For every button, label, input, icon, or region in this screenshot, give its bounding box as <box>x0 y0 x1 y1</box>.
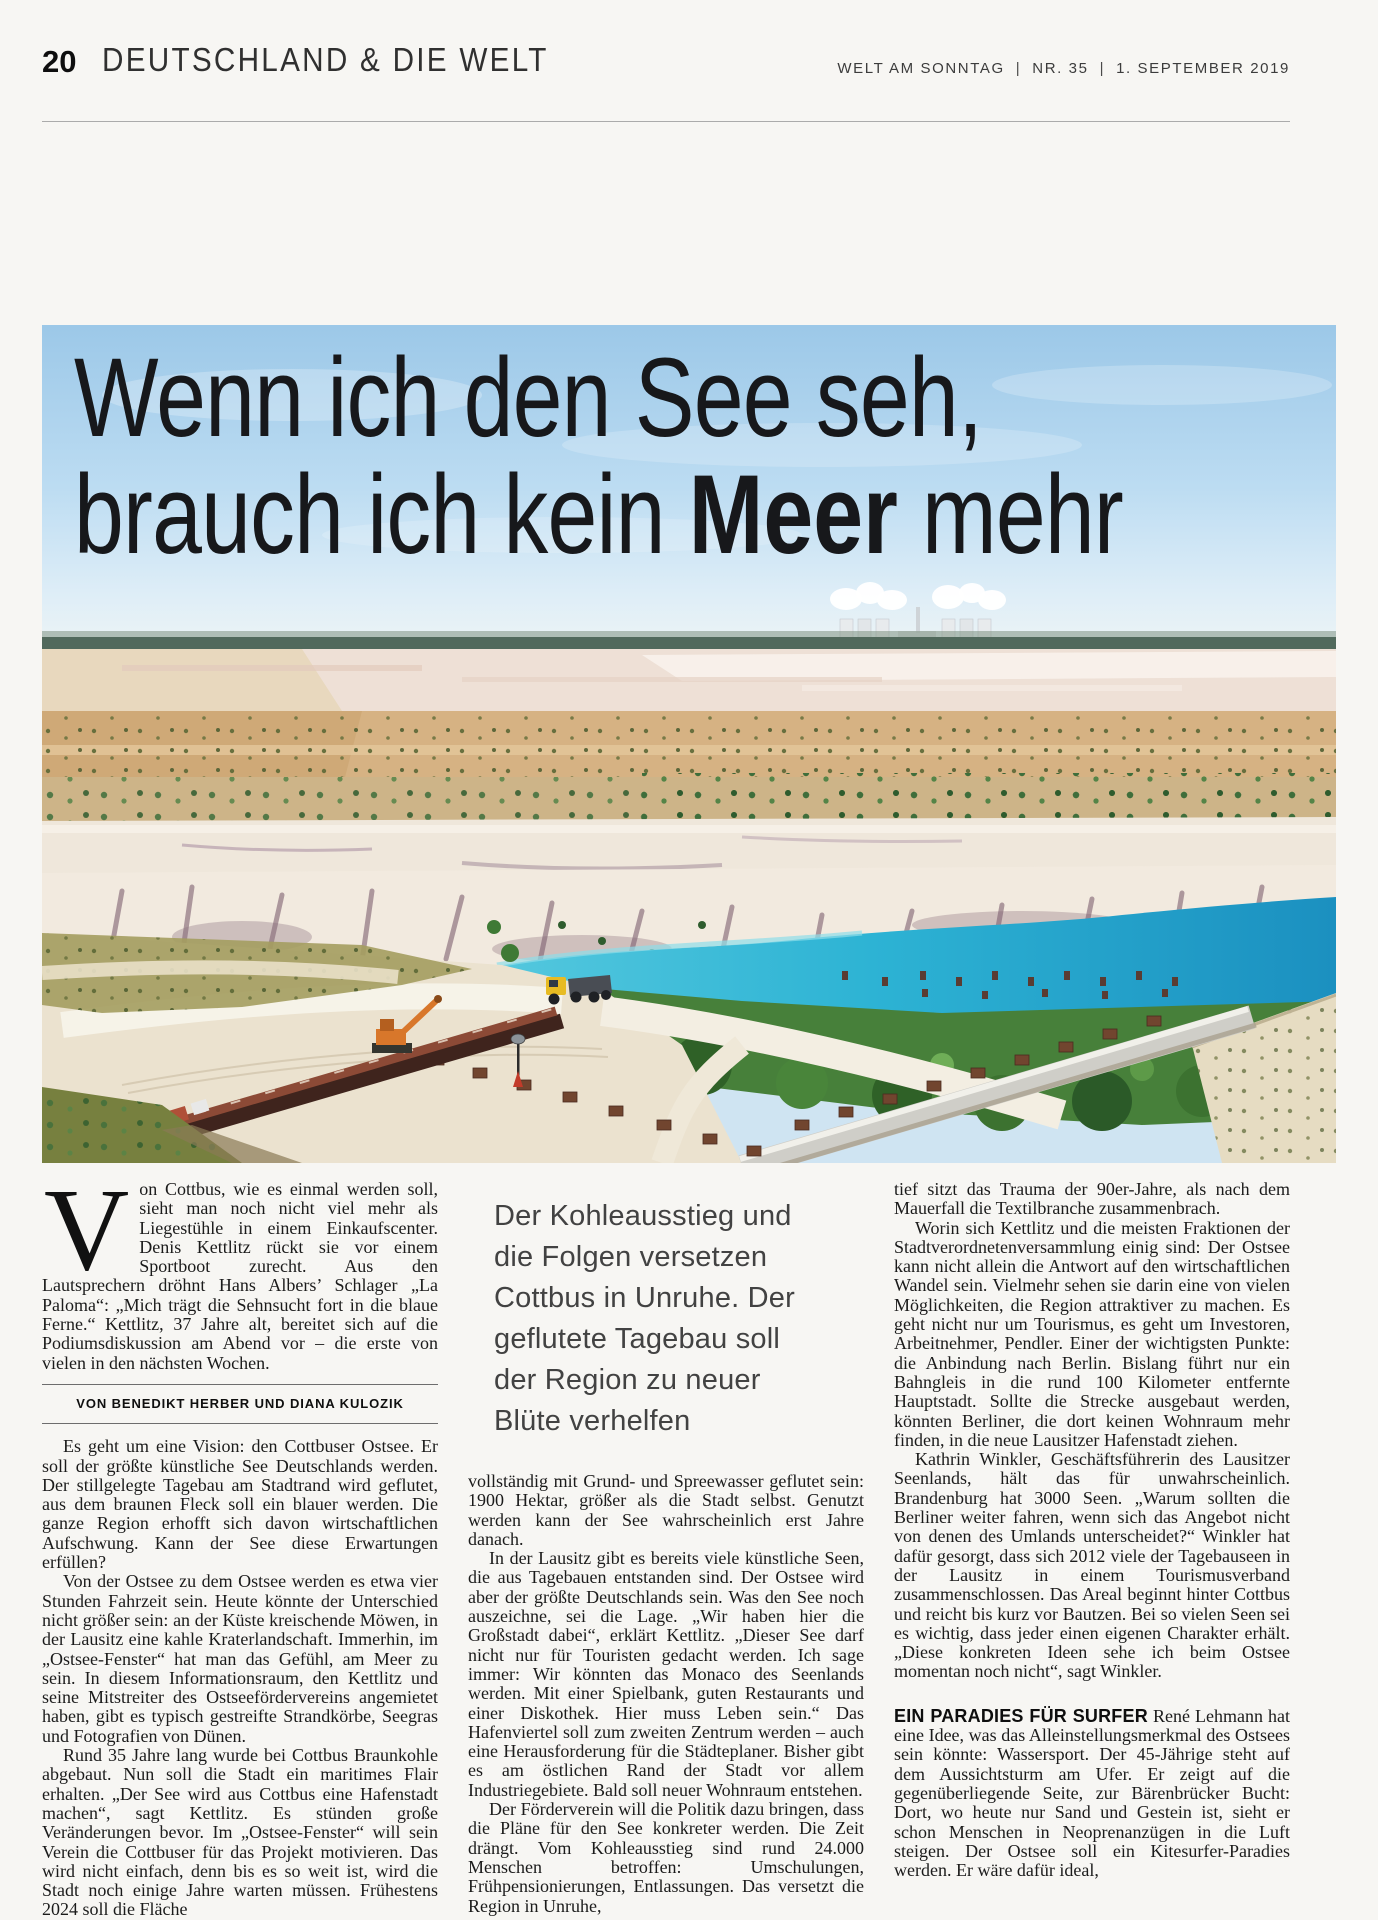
paragraph: Rund 35 Jahre lang wurde bei Cottbus Braunkohle abgebaut. Nun soll die Stadt ein maritimes Flair erhalten. „Der See wird aus Cottbus eine Hafenstadt machen“, sagt Kettlitz. Es stünden große Veränderungen bevor. Im „Ostsee-Fenster“ will sein Verein die Cottbuser für das Projekt motivieren. Das wird nicht einfach, denn bis es so weit ist, wird die Stadt noch einige Jahre warten müssen. Frühestens 2024 soll die Fläche <box>42 1745 438 1920</box>
horizon-forest <box>42 631 1336 651</box>
drop-cap: V <box>44 1180 130 1295</box>
page-number: 20 <box>42 44 77 79</box>
issue-number: NR. 35 <box>1032 60 1089 77</box>
paragraph: Von der Ostsee zu dem Ostsee werden es etwa vier Stunden Fahrzeit sein. Heute könnte der Unterschied nicht größer sein: an der Küste kreischende Möwen, in der Lausitz eine kahle Kraterlandschaft. Immerhin, im „Ostsee-Fenster“ hat man das Gefühl, am Meer zu sein. In diesem Informationsraum, den Kettlitz und seine Mitstreiter des Ostseefördervereins angemietet haben, gibt es typisch gestreifte Strandkörbe, Seegras und Fotografien von Dünen. <box>42 1571 438 1746</box>
paragraph: Worin sich Kettlitz und die meisten Fraktionen der Stadtverordnetenversammlung einig sind: Der Ostsee kann nicht allein die Antwort auf den wirtschaftlichen Wandel sein. Vielmehr sehen sie darin eine von vielen Möglichkeiten, die Region attraktiver zu machen. Es geht nicht nur um Tourismus, es geht um Investoren, Arbeitnehmer, Pendler. Einer der wichtigsten Punkte: die Anbindung nach Berlin. Bislang führt nur ein Bahngleis in die rund 100 Kilometer entfernte Hauptstadt. Sollte die Strecke ausgebaut werden, könnten Berliner, die dort keinen Wohnraum mehr finden, in die neue Lausitzer Hafenstadt ziehen. <box>894 1217 1290 1450</box>
headline <box>74 335 1123 577</box>
paragraph: Es geht um eine Vision: den Cottbuser Ostsee. Er soll der größte künstliche See Deutschlands werden. Der stillgelegte Tagebau am Stadtrand wird geflutet, aus dem braunen Fleck soll ein blauer werden. Die ganze Region erhofft sich davon wirtschaftlichen Aufschwung. Kann der See diese Erwartungen erfüllen? <box>42 1436 438 1573</box>
paragraph: In der Lausitz gibt es bereits viele künstliche Seen, die aus Tagebauen entstanden sind. Der Ostsee wird aber der größte Deutschlands sein. Was den See noch auszeichne, sei die Lage. „Wir haben hier die Großstadt dabei“, erklärt Kettlitz. „Dieser See darf nicht nur für Touristen gedacht werden. Ich sage immer: Wir könnten das Monaco des Seenlands werden. Mit einer Spielbank, guten Restaurants und einer Diskothek. Hier muss Leben sein.“ Das Hafenviertel soll zum zweiten Zentrum werden – auch eine Herausforderung für die Städteplaner. Bisher gibt es am östlichen Rand der Stadt vor allem Industriegebiete. Bald soll neuer Wohnraum entstehen. <box>468 1548 864 1800</box>
surfer-paragraph: EIN PARADIES FÜR SURFER René Lehmann hat eine Idee, was das Alleinstellungsmerkmal des Ostsees sein könnte: Wassersport. Der 45-Jährige steht auf dem Aussichtsturm am Ufer. Er zeigt auf die gegenüberliegende Seite, zur Bärenbrücker Bucht: Dort, wo heute nur Sand und Gestein ist, sieht er schon Menschen in Neoprenanzügen in die Luft steigen. Der Ostsee soll ein Kitesurfer-Paradies werden. Er wäre dafür ideal, <box>894 1705 1290 1881</box>
issue-info <box>837 60 1290 77</box>
issue-date: 1. SEPTEMBER 2019 <box>1116 60 1290 77</box>
headline-line2: brauch ich kein Meer mehr <box>74 452 1123 577</box>
pink-flats <box>42 649 1336 711</box>
byline: VON BENEDIKT HERBER UND DIANA KULOZIK <box>42 1384 438 1424</box>
issue-brand: WELT AM SONNTAG <box>837 60 1005 77</box>
article-column-1 <box>42 1180 438 1920</box>
paragraph: tief sitzt das Trauma der 90er-Jahre, als nach dem Mauerfall die Textilbranche zusammenbrach. <box>894 1180 1290 1219</box>
article-column-2 <box>468 1180 864 1920</box>
header-rule <box>42 121 1290 122</box>
section-gap <box>894 1682 1290 1707</box>
issue-separator: | <box>1099 60 1106 77</box>
page-header <box>42 36 1290 106</box>
article-column-3 <box>894 1180 1290 1920</box>
section-title: DEUTSCHLAND & DIE WELT <box>102 41 549 78</box>
section-kicker: EIN PARADIES FÜR SURFER <box>894 1705 1148 1726</box>
headline-bold-word: Meer <box>688 452 898 577</box>
paragraph: Der Förderverein will die Politik dazu bringen, dass die Pläne für den See konkreter werden. Die Zeit drängt. Vom Kohleausstieg sind rund 24.000 Menschen betroffen: Umschulungen, Frühpensionierungen, Entlassungen. Das versetzt die Region in Unruhe, <box>468 1799 864 1916</box>
lead-photo <box>42 325 1336 1163</box>
headline-line1: Wenn ich den See seh, <box>74 335 983 460</box>
paragraph: vollständig mit Grund- und Spreewasser geflutet sein: 1900 Hektar, größer als die Stadt selbst. Genutzt werden kann der See wahrscheinlich erst Jahre danach. <box>468 1471 864 1549</box>
pull-quote: Der Kohleausstieg und die Folgen versetzen Cottbus in Unruhe. Der geflutete Tagebau soll der Region zu neuer Blüte verhelfen <box>494 1200 795 1437</box>
paragraph: Kathrin Winkler, Geschäftsführerin des Lausitzer Seenlands, hält das für unwahrscheinlich. Brandenburg hat 3000 Seen. „Warum sollten die Berliner weiter fahren, wenn sich das Angebot nicht von denen des Umlands unterscheidet?“ Winkler hat dafür gesorgt, dass sich 2012 viele der Tagebauseen in der Lausitz in einem Tourismusverband zusammenschlossen. Das Areal beginnt hinter Cottbus und reicht bis kurz vor Bautzen. Bei so vielen Seen sei es wichtig, dass jeder einen eigenen Charakter erhält. „Diese konkreten Ideen sehe ich beim Ostsee momentan noch nicht“, sagt Winkler. <box>894 1449 1290 1682</box>
lead-paragraph: Von Cottbus, wie es einmal werden soll, sieht man noch nicht viel mehr als Liegestühle in einem Einkaufscenter. Denis Kettlitz rückt sie vor einem Sportboot zurecht. Aus den Lautsprechern dröhnt Hans Albers’ Schlager „La Paloma“: „Mich trägt die Sehnsucht fort in die blaue Ferne.“ Kettlitz, 37 Jahre alt, bereitet sich auf die Podiumsdiskussion am Abend vor – die erste von vielen in den nächsten Wochen. <box>42 1180 438 1373</box>
issue-separator: | <box>1015 60 1022 77</box>
